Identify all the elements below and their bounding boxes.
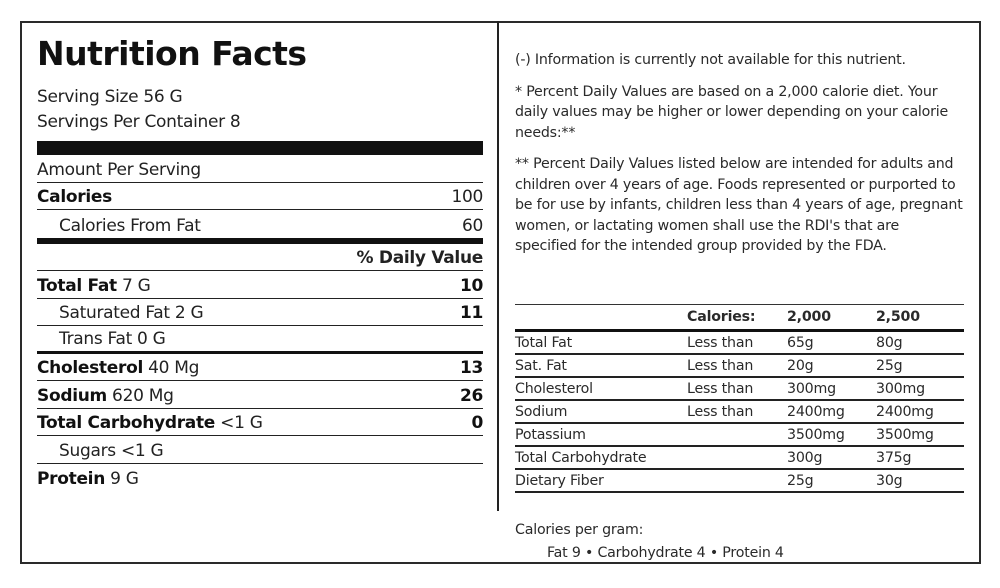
nutrient-amount: <1 G xyxy=(120,440,164,461)
serving-size: Serving Size 56 G xyxy=(37,87,183,107)
table-cell-2500: 375g xyxy=(876,450,912,466)
table-cell-2000: 300mg xyxy=(787,381,836,397)
footnote-intended-for: ** Percent Daily Values listed below are intended for adults and children over 4 years of age. Foods represented or purported to be for use by infants, children less than 4 years of age, pregnant women, or lactating women shall use the RDI's that are specified for the intended group provided by the FDA. xyxy=(515,156,963,254)
thick-rule xyxy=(37,141,483,155)
nutrient-name: Saturated Fat xyxy=(59,303,170,323)
table-header-row xyxy=(515,304,964,332)
nutrient-row-saturated-fat xyxy=(37,299,483,327)
table-row xyxy=(515,401,964,424)
table-cell-2500: 25g xyxy=(876,358,903,374)
col-2500-header: 2,500 xyxy=(876,309,920,325)
calories-from-fat-label: Calories From Fat xyxy=(59,215,201,236)
table-row xyxy=(515,332,964,355)
table-cell-nutrient: Potassium xyxy=(515,427,586,443)
nutrient-dv: 11 xyxy=(459,303,483,323)
nutrient-row-sodium xyxy=(37,381,483,409)
calories-from-fat-value: 60 xyxy=(461,215,483,236)
calories-from-fat-row xyxy=(37,210,483,238)
table-row xyxy=(515,470,964,493)
nutrition-facts-label xyxy=(37,30,483,491)
table-cell-qualifier: Less than xyxy=(687,404,754,420)
nutrient-amount: 0 G xyxy=(137,328,166,349)
nutrient-name: Sugars xyxy=(59,440,116,461)
nutrient-dv: 13 xyxy=(459,358,483,378)
table-cell-2000: 20g xyxy=(787,358,814,374)
nutrient-name: Sodium xyxy=(37,385,107,406)
table-cell-2000: 300g xyxy=(787,450,823,466)
table-cell-2500: 3500mg xyxy=(876,427,934,443)
table-cell-qualifier: Less than xyxy=(687,358,754,374)
nutrient-amount: 7 G xyxy=(122,275,151,296)
table-cell-2500: 2400mg xyxy=(876,404,934,420)
nutrient-amount: 9 G xyxy=(110,469,139,489)
label-title: Nutrition Facts xyxy=(37,34,307,73)
nutrient-amount: 40 Mg xyxy=(148,358,200,378)
nutrient-dv: 26 xyxy=(459,385,483,406)
table-cell-2000: 25g xyxy=(787,473,814,489)
table-cell-nutrient: Cholesterol xyxy=(515,381,593,397)
table-cell-2000: 2400mg xyxy=(787,404,845,420)
nutrient-dv: 10 xyxy=(459,275,483,296)
nutrient-row-protein xyxy=(37,464,483,492)
table-cell-nutrient: Total Fat xyxy=(515,335,572,351)
calories-per-gram-values: Fat 9 • Carbohydrate 4 • Protein 4 xyxy=(547,545,784,561)
daily-value-header-row xyxy=(37,244,483,272)
footnotes xyxy=(515,50,965,257)
nutrient-name: Protein xyxy=(37,469,106,489)
amount-per-serving: Amount Per Serving xyxy=(37,159,201,180)
table-cell-2500: 80g xyxy=(876,335,903,351)
table-row xyxy=(515,447,964,470)
table-cell-nutrient: Total Carbohydrate xyxy=(515,450,647,466)
col-2000-header: 2,000 xyxy=(787,309,831,325)
table-cell-nutrient: Sodium xyxy=(515,404,568,420)
table-cell-nutrient: Sat. Fat xyxy=(515,358,567,374)
calories-header: Calories: xyxy=(687,309,756,325)
nutrient-row-cholesterol xyxy=(37,354,483,382)
nutrient-name: Cholesterol xyxy=(37,358,143,378)
calories-per-gram-label: Calories per gram: xyxy=(515,522,644,538)
calories-label: Calories xyxy=(37,187,112,207)
daily-value-reference-table xyxy=(515,304,964,493)
nutrient-name: Total Carbohydrate xyxy=(37,413,216,433)
nutrient-amount: <1 G xyxy=(220,413,263,433)
table-cell-qualifier: Less than xyxy=(687,381,754,397)
table-cell-2500: 30g xyxy=(876,473,903,489)
calories-value: 100 xyxy=(451,187,483,207)
nutrient-name: Total Fat xyxy=(37,275,117,296)
nutrient-name: Trans Fat xyxy=(59,328,132,349)
table-cell-nutrient: Dietary Fiber xyxy=(515,473,604,489)
nutrient-row-total-fat xyxy=(37,271,483,299)
calories-row xyxy=(37,183,483,211)
nutrient-amount: 620 Mg xyxy=(112,385,174,406)
daily-value-header: % Daily Value xyxy=(356,248,483,268)
nutrient-amount: 2 G xyxy=(174,303,204,323)
column-divider xyxy=(497,21,499,511)
table-row xyxy=(515,355,964,378)
footnote-not-available: (-) Information is currently not available for this nutrient. xyxy=(515,52,906,68)
table-cell-2000: 3500mg xyxy=(787,427,845,443)
amount-per-serving-row xyxy=(37,155,483,183)
nutrient-row-trans-fat xyxy=(37,326,483,354)
footnote-percent-dv: * Percent Daily Values are based on a 2,000 calorie diet. Your daily values may be higher or lower depending on your calorie needs:** xyxy=(515,83,949,141)
servings-per-container: Servings Per Container 8 xyxy=(37,112,241,132)
table-row xyxy=(515,424,964,447)
table-cell-2000: 65g xyxy=(787,335,814,351)
nutrient-row-sugars xyxy=(37,436,483,464)
table-row xyxy=(515,378,964,401)
table-cell-qualifier: Less than xyxy=(687,335,754,351)
nutrient-row-total-carbohydrate xyxy=(37,409,483,437)
table-cell-2500: 300mg xyxy=(876,381,925,397)
nutrient-dv: 0 xyxy=(471,413,483,433)
